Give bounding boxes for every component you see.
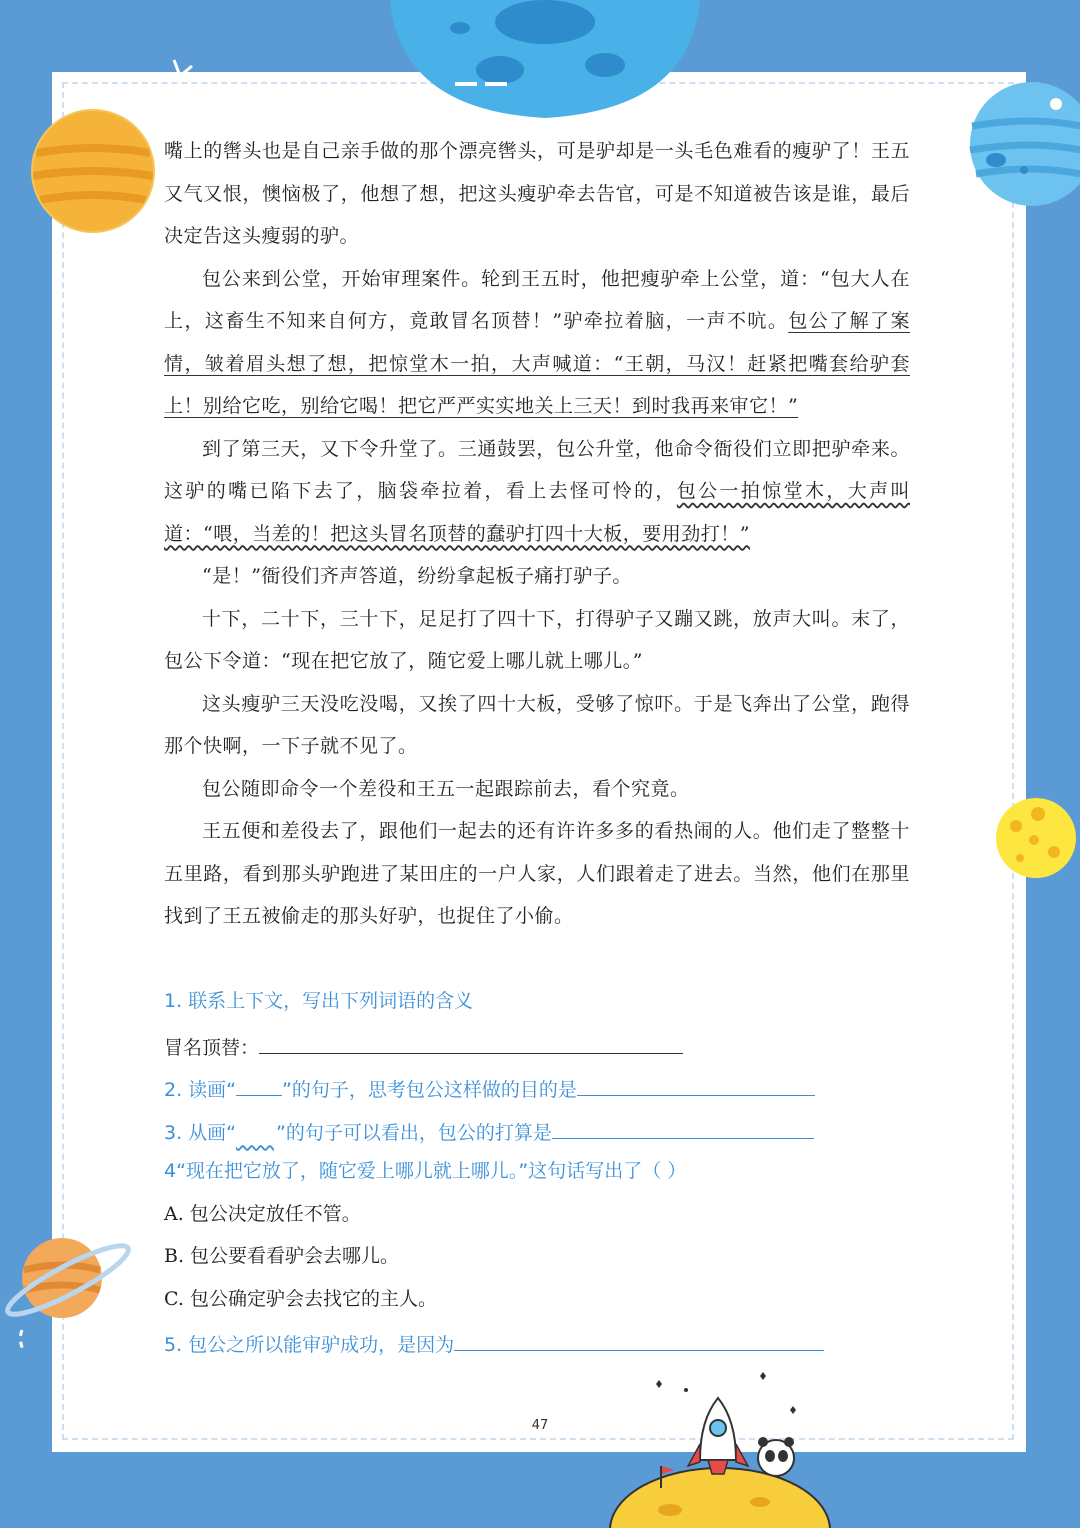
page-number: 47 [531, 1418, 549, 1433]
answer-blank-5[interactable] [454, 1320, 824, 1351]
question-3-prefix: 3. 从画“ [164, 1121, 237, 1144]
question-5-text: 5. 包公之所以能审驴成功，是因为 [164, 1334, 455, 1356]
blue-planet [968, 80, 1080, 208]
question-5 [164, 1320, 924, 1363]
rocket-illustration [600, 1370, 840, 1528]
moon-illustration [380, 0, 710, 120]
story-paragraph [164, 428, 910, 556]
wavy-underlined-sentence: 包公一拍惊堂木，大声叫道：“喂，当差的！把这头冒名顶替的蠢驴打四十大板，要用劲打！” [164, 480, 910, 545]
ringed-planet [0, 1230, 140, 1360]
question-4: 4“现在把它放了，随它爱上哪儿就上哪儿。”这句话写出了（ ） [164, 1160, 687, 1182]
answer-blank-1[interactable] [259, 1023, 683, 1054]
question-1: 1. 联系上下文，写出下列词语的含义 [164, 990, 474, 1012]
question-2-suffix: ”的句子，思考包公这样做的目的是 [282, 1079, 577, 1101]
story-text: 包公来到公堂，开始审理案件。轮到王五时，他把瘦驴牵上公堂，道：“包大人在上，这畜生不知来自何方，竟敢冒名顶替！”驴牵拉着脑，一声不吭。 [164, 267, 910, 332]
yellow-planet [994, 796, 1080, 880]
story-paragraph: 王五便和差役去了，跟他们一起去的还有许许多多的看热闹的人。他们走了整整十五里路，看到那头驴跑进了某田庄的一户人家，人们跟着走了进去。当然，他们在那里找到了王五被偷走的那头好驴，也捉住了小偷。 [164, 820, 910, 927]
option-c[interactable]: C. 包公确定驴会去找它的主人。 [164, 1287, 437, 1310]
question-3-suffix: ”的句子可以看出，包公的打算是 [276, 1121, 552, 1144]
straight-underlined-sentence: 包公了解了案情，皱着眉头想了想，把惊堂木一拍，大声喊道：“王朝，马汉！赶紧把嘴套给驴套上！别给它吃，别给它喝！把它严严实实地关上三天！到时我再来审它！” [164, 310, 910, 417]
answer-blank-2[interactable] [577, 1065, 815, 1096]
option-b[interactable]: B. 包公要看看驴会去哪儿。 [164, 1245, 400, 1267]
question-section [164, 980, 924, 1363]
story-paragraph [164, 258, 910, 428]
story-paragraph: 这头瘦驴三天没吃没喝，又挨了四十大板，受够了惊吓。于是飞奔出了公堂，跑得那个快啊，一下子就不见了。 [164, 692, 910, 757]
wavy-line-mark [236, 1112, 276, 1140]
question-1-term: 冒名顶替： [164, 1036, 260, 1059]
question-2-prefix: 2. 读画“ [164, 1079, 237, 1101]
story-paragraph: 十下，二十下，三十下，足足打了四十下，打得驴子又蹦又跳，放声大叫。末了，包公下令道：“现在把它放了，随它爱上哪儿就上哪儿。” [164, 607, 910, 672]
question-2 [164, 1065, 924, 1108]
story-paragraph: 嘴上的辔头也是自己亲手做的那个漂亮辔头，可是驴却是一头毛色难看的瘦驴了！王五又气又恨，懊恼极了，他想了想，把这头瘦驴牵去告官，可是不知道被告该是谁，最后决定告这头瘦弱的驴。 [164, 140, 910, 247]
story-passage [164, 130, 910, 938]
answer-blank-3[interactable] [552, 1108, 814, 1139]
straight-line-mark [236, 1067, 282, 1096]
story-text: 到了第三天，又下令升堂了。三通鼓罢，包公升堂，他命令衙役们立即把驴牵来。这驴的嘴已陷下去了，脑袋牵拉着，看上去怪可怜的， [164, 437, 910, 502]
orange-planet [30, 108, 156, 234]
story-paragraph: “是！”衙役们齐声答道，纷纷拿起板子痛打驴子。 [202, 565, 632, 587]
story-paragraph: 包公随即命令一个差役和王五一起跟踪前去，看个究竟。 [202, 777, 690, 800]
option-a[interactable]: A. 包公决定放任不管。 [164, 1202, 361, 1225]
sparkle-icon [168, 56, 198, 86]
question-1-term-row [164, 1023, 924, 1066]
question-3 [164, 1108, 924, 1151]
